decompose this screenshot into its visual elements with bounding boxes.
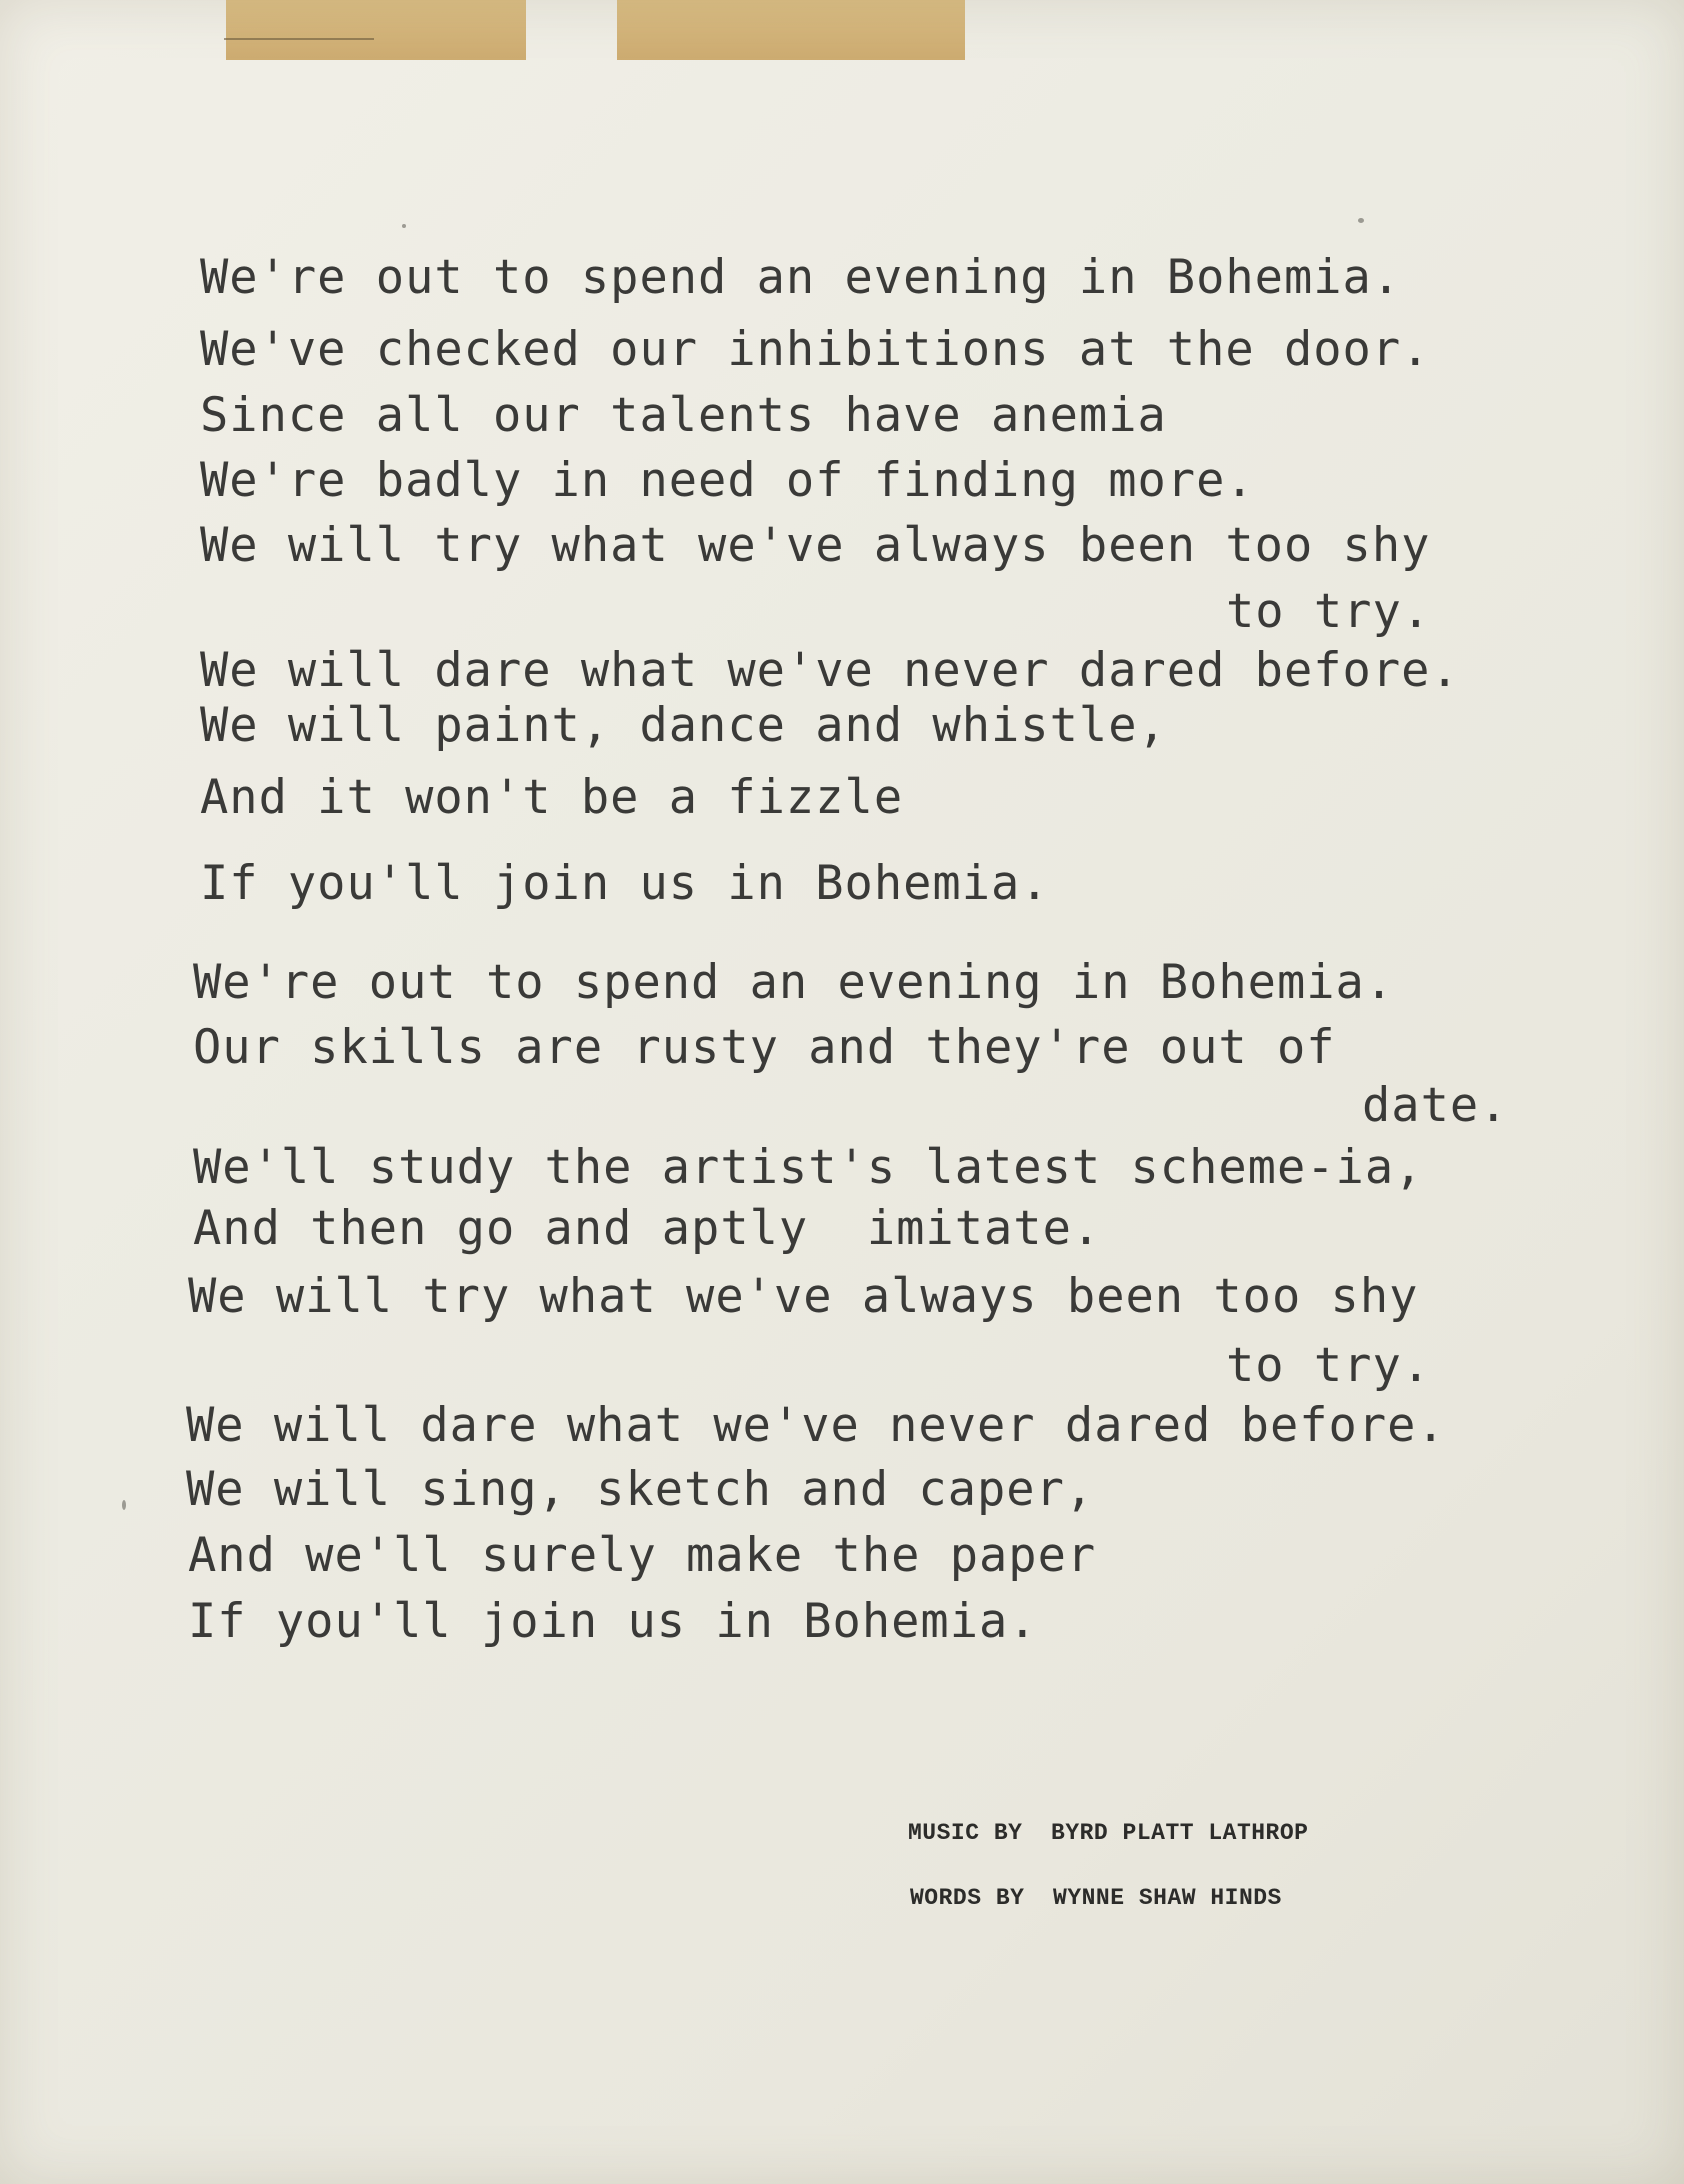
lyric-line: We will paint, dance and whistle, (200, 698, 1167, 753)
lyric-line: Our skills are rusty and they're out of (193, 1020, 1336, 1075)
music-credit: MUSIC BY BYRD PLATT LATHROP (908, 1820, 1309, 1846)
lyric-line: We will dare what we've never dared before. (200, 643, 1460, 698)
paper-speck (1358, 218, 1364, 223)
lyric-line: We're out to spend an evening in Bohemia. (193, 955, 1395, 1010)
lyric-line: We've checked our inhibitions at the door. (200, 322, 1431, 377)
lyric-line: If you'll join us in Bohemia. (188, 1594, 1038, 1649)
lyric-line-continuation: to try. (1226, 1338, 1432, 1393)
lyric-line: And it won't be a fizzle (200, 770, 904, 825)
paper-speck (402, 224, 406, 228)
lyric-line: We will try what we've always been too shy (188, 1269, 1419, 1324)
lyric-line: We will sing, sketch and caper, (186, 1462, 1095, 1517)
lyric-line-continuation: date. (1362, 1078, 1509, 1133)
lyric-line: We will dare what we've never dared before. (186, 1398, 1446, 1453)
lyric-line: If you'll join us in Bohemia. (200, 856, 1050, 911)
lyric-line: We're out to spend an evening in Bohemia. (200, 250, 1402, 305)
lyric-line: And we'll surely make the paper (188, 1528, 1097, 1583)
lyric-line-continuation: to try. (1226, 584, 1432, 639)
lyric-line: We're badly in need of finding more. (200, 453, 1255, 508)
paper-speck (122, 1500, 126, 1510)
lyric-line: We will try what we've always been too shy (200, 518, 1431, 573)
lyric-line: Since all our talents have anemia (200, 388, 1167, 443)
lyric-line: We'll study the artist's latest scheme-ia, (193, 1140, 1424, 1195)
lyric-line: And then go and aptly imitate. (193, 1201, 1102, 1256)
words-credit: WORDS BY WYNNE SHAW HINDS (910, 1885, 1282, 1911)
